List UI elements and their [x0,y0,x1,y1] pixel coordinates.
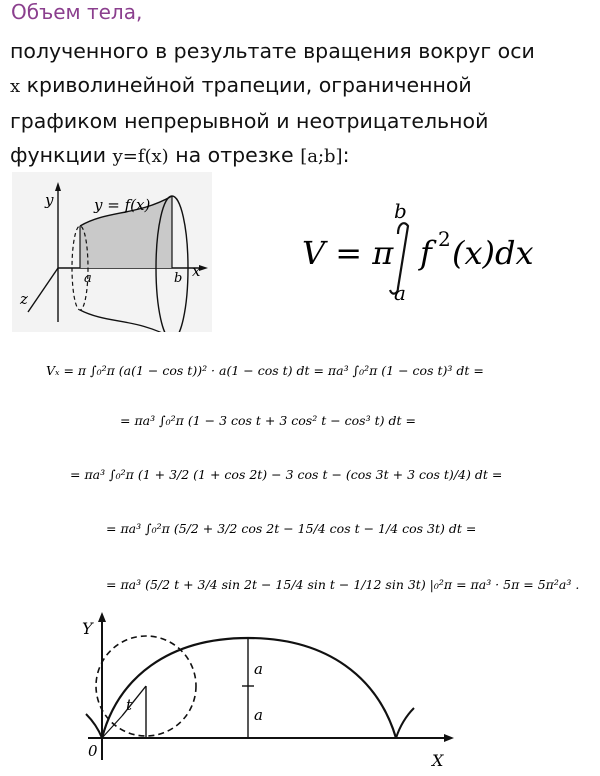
fig1-x-label: x [192,262,201,280]
paragraph [10,34,595,174]
function-notation: y=f(x) [112,146,169,167]
fig3-x-label: X [432,751,444,770]
fig3-t-label: t [126,696,133,714]
fig3-y-label: Y [82,619,93,638]
cycloid-prev-arch [86,714,102,738]
revolution-figure-svg [12,172,212,332]
formula-rest: (x)dx [452,234,534,272]
cycloid-next-arch [396,708,414,738]
equation-line-5: = πa³ (5/2 t + 3/4 sin 2t − 15/4 sin t − 1/12 sin 3t) |₀²π = πa³ · 5π = 5π²a³ . [106,577,580,592]
equation-line-4: = πa³ ∫₀²π (5/2 + 3/2 cos 2t − 15/4 cos t − 1/4 cos 3t) dt = [106,521,477,536]
section-title: Объем тела, [11,0,143,24]
y-axis-arrow [98,612,106,622]
formula-upper-limit: b [394,199,407,223]
paragraph-line-3: графиком непрерывной и неотрицательной [10,109,489,133]
fig1-z-label: z [20,290,28,308]
paragraph-line-4-end: : [342,143,350,167]
cycloid-figure-svg [78,608,598,772]
interval-notation: [a;b] [300,146,343,167]
z-axis [28,268,58,312]
fig3-a-upper: a [254,660,263,678]
equation-line-3: = πa³ ∫₀²π (1 + 3/2 (1 + cos 2t) − 3 cos t − (cos 3t + 3 cos t)/4) dt = [70,467,503,482]
equation-line-1: Vₓ = π ∫₀²π (a(1 − cos t))² · a(1 − cos t) dt = πa³ ∫₀²π (1 − cos t)³ dt = [46,363,484,378]
paragraph-line-2 [10,68,595,104]
derivation [40,345,580,610]
axis-variable: x [10,76,21,97]
formula-lhs: V = π [302,234,394,272]
fig3-origin-label: 0 [88,742,98,760]
curve-lower [80,310,172,332]
equation-line-2: = πa³ ∫₀²π (1 − 3 cos t + 3 cos² t − cos³ t) dt = [120,413,416,428]
fig1-b-label: b [174,271,183,286]
fig1-curve-label: y = f(x) [94,196,151,214]
derivation-svg [40,345,580,610]
cycloid-figure [78,608,598,772]
fig3-a-lower: a [254,706,263,724]
volume-formula [290,196,550,306]
fig1-y-label: y [45,191,54,209]
x-axis-arrow [444,734,454,742]
formula-integrand: f [420,234,432,272]
paragraph-line-1: полученного в результате вращения вокруг оси [10,39,535,63]
volume-formula-svg [290,196,550,306]
paragraph-line-4-mid: на отрезке [168,143,301,167]
paragraph-line-2-text: криволинейной трапеции, ограниченной [20,73,472,97]
fig1-a-label: a [84,271,92,286]
y-axis-arrow [55,182,61,191]
formula-power: 2 [438,227,451,251]
revolution-figure [12,172,212,332]
paragraph-line-4 [10,138,595,174]
formula-lower-limit: a [394,281,406,305]
paragraph-line-4-text: функции [10,143,113,167]
